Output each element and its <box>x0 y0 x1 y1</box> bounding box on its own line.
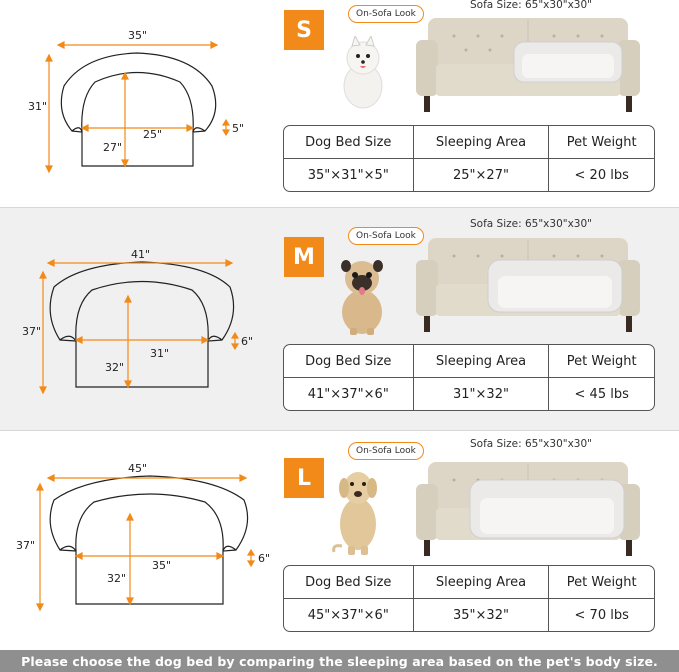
cell-bed-size-l: 45"×37"×6" <box>307 607 389 623</box>
on-sofa-look-tag-l: On-Sofa Look <box>348 442 424 460</box>
pomeranian-dog-image <box>340 36 386 110</box>
header-sleeping-area: Sleeping Area <box>413 345 549 378</box>
sofa-with-bed-l <box>414 456 642 558</box>
on-sofa-look-tag-s: On-Sofa Look <box>348 5 424 23</box>
cell-sleeping-area-m: 31"×32" <box>413 378 549 410</box>
dim-inner-width-s: 25" <box>143 128 163 141</box>
sofa-size-s: Sofa Size: 65"x30"x30" <box>470 0 592 11</box>
dim-inner-depth-l: 32" <box>107 572 127 585</box>
header-dog-bed-size: Dog Bed Size <box>284 566 413 599</box>
header-pet-weight: Pet Weight <box>548 566 654 599</box>
on-sofa-look-tag-m: On-Sofa Look <box>348 227 424 245</box>
cell-sleeping-area-s: 25"×27" <box>413 159 549 191</box>
sofa-size-l: Sofa Size: 65"x30"x30" <box>470 438 592 450</box>
bed-outline-l <box>50 476 247 604</box>
header-sleeping-area: Sleeping Area <box>413 566 549 599</box>
dimension-lines-l <box>37 475 254 610</box>
dimension-lines-s <box>46 42 229 172</box>
dim-inner-width-m: 31" <box>150 347 170 360</box>
header-pet-weight: Pet Weight <box>548 126 654 159</box>
header-pet-weight: Pet Weight <box>548 345 654 378</box>
spec-table-l <box>283 565 655 632</box>
dim-height-m: 6" <box>241 335 254 348</box>
size-badge-m: M <box>284 237 324 277</box>
dim-inner-width-l: 35" <box>152 559 172 572</box>
dim-height-l: 6" <box>258 552 271 565</box>
cell-pet-weight-m: < 45 lbs <box>548 378 654 410</box>
dim-depth-s: 31" <box>28 100 48 113</box>
bed-outline-m <box>50 262 233 387</box>
dim-width-m: 41" <box>131 248 151 261</box>
labrador-dog-image <box>330 466 384 556</box>
spec-table-s <box>283 125 655 192</box>
cell-pet-weight-s: < 20 lbs <box>548 159 654 191</box>
cell-bed-size-s: 35"×31"×5" <box>307 167 389 183</box>
pug-dog-image <box>336 256 388 336</box>
dim-inner-depth-s: 27" <box>103 141 123 154</box>
cell-pet-weight-l: < 70 lbs <box>548 599 654 631</box>
sofa-with-bed-m <box>414 232 642 334</box>
header-dog-bed-size: Dog Bed Size <box>284 345 413 378</box>
cell-sleeping-area-l: 35"×32" <box>413 599 549 631</box>
size-badge-s: S <box>284 10 324 50</box>
dim-depth-m: 37" <box>22 325 42 338</box>
header-dog-bed-size: Dog Bed Size <box>284 126 413 159</box>
footer-note: Please choose the dog bed by comparing the sleeping area based on the pet's body size. <box>0 650 679 672</box>
header-sleeping-area: Sleeping Area <box>413 126 549 159</box>
dim-depth-l: 37" <box>16 539 36 552</box>
sofa-with-bed-s <box>414 12 642 114</box>
size-badge-l: L <box>284 458 324 498</box>
dim-width-s: 35" <box>128 29 148 42</box>
dim-width-l: 45" <box>128 462 148 475</box>
dim-height-s: 5" <box>232 122 245 135</box>
dim-inner-depth-m: 32" <box>105 361 125 374</box>
sofa-size-m: Sofa Size: 65"x30"x30" <box>470 218 592 230</box>
bed-outline-s <box>61 53 215 166</box>
cell-bed-size-m: 41"×37"×6" <box>307 386 389 402</box>
spec-table-m <box>283 344 655 411</box>
